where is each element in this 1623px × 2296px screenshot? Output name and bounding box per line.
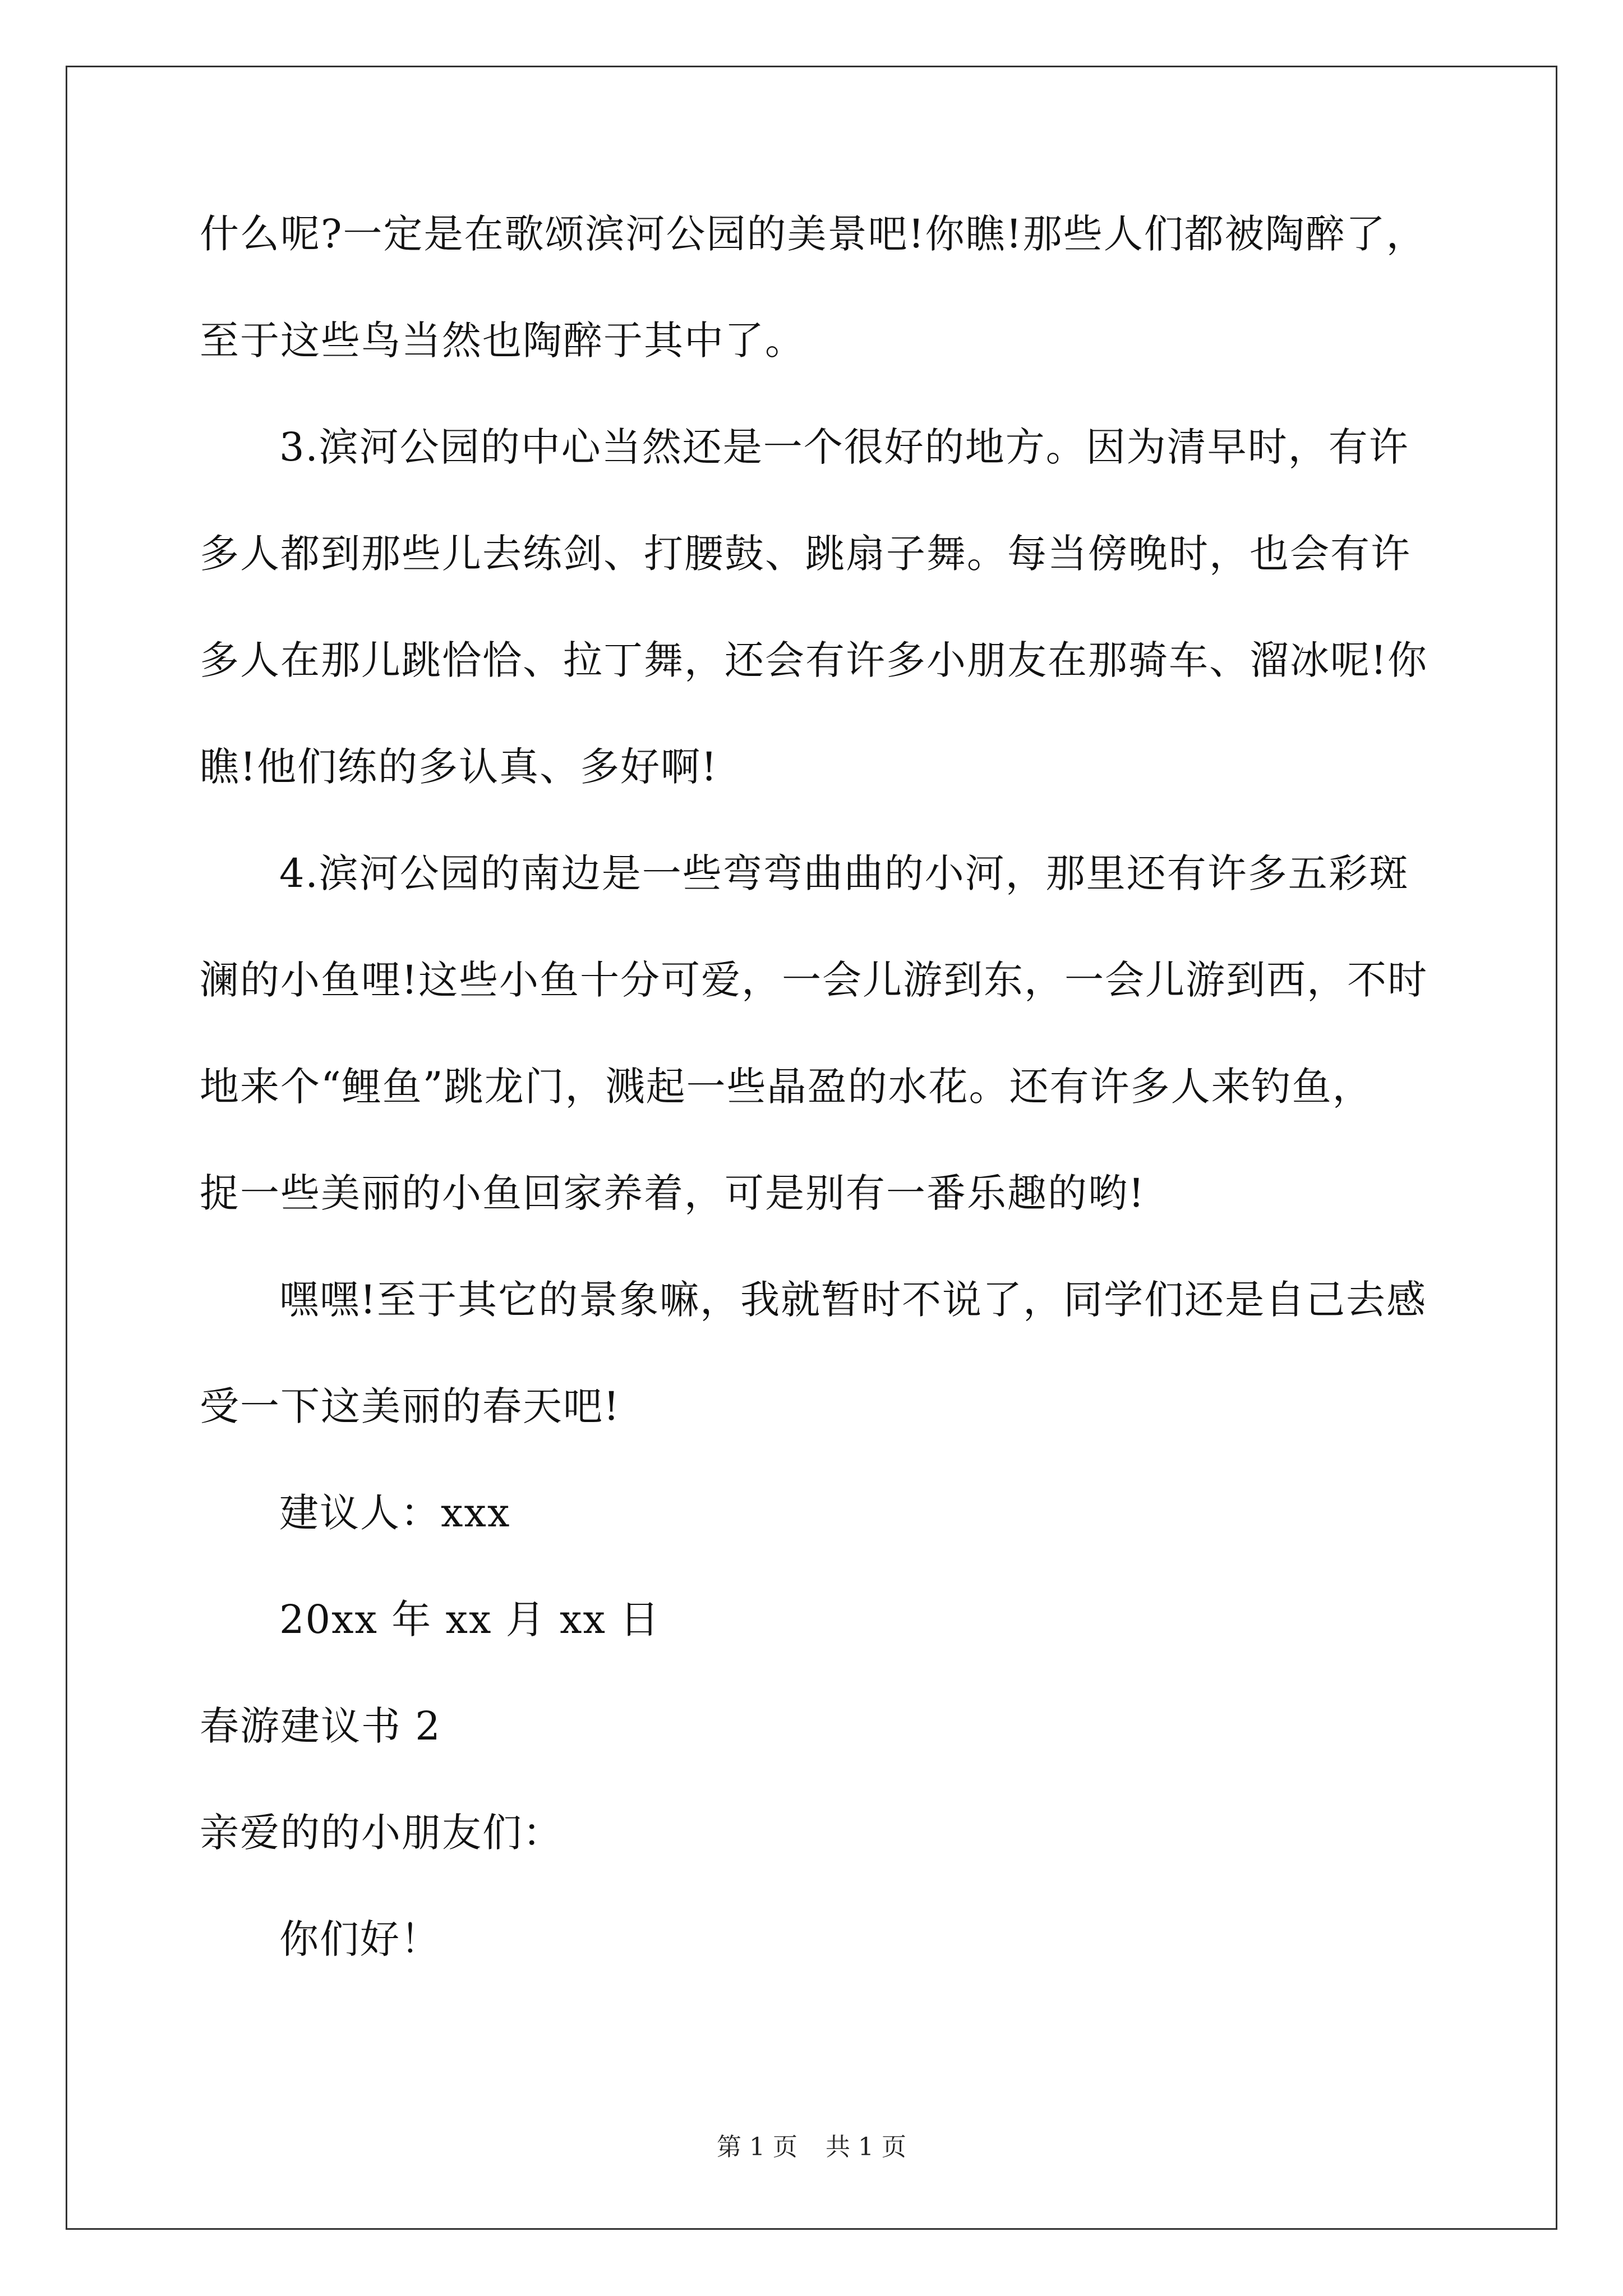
signer-line: 建议人：xxx [279, 1490, 511, 1536]
page-number: 第 1 页 [717, 2133, 797, 2161]
text-line-5: 多人在那儿跳恰恰、拉丁舞，还会有许多小朋友在那骑车、溜冰呢!你 [200, 637, 1428, 683]
text-line-3: 3.滨河公园的中心当然还是一个很好的地方。因为清早时，有许 [279, 424, 1409, 470]
text-line-8: 澜的小鱼哩!这些小鱼十分可爱，一会儿游到东，一会儿游到西，不时 [200, 957, 1428, 1003]
text-line-2: 至于这些鸟当然也陶醉于其中了。 [200, 318, 805, 364]
section-title: 春游建议书 2 [200, 1703, 441, 1749]
text-line-11: 嘿嘿!至于其它的景象嘛，我就暂时不说了，同学们还是自己去感 [279, 1277, 1427, 1323]
text-line-12: 受一下这美丽的春天吧! [200, 1383, 621, 1429]
text-line-6: 瞧!他们练的多认真、多好啊! [200, 744, 718, 790]
text-line-1: 什么呢?一定是在歌颂滨河公园的美景吧!你瞧!那些人们都被陶醉了， [200, 211, 1427, 257]
text-line-4: 多人都到那些儿去练剑、打腰鼓、跳扇子舞。每当傍晚时，也会有许 [200, 531, 1411, 577]
page-footer [0, 2131, 1623, 2164]
date-line: 20xx 年 xx 月 xx 日 [279, 1596, 661, 1642]
text-line-9: 地来个“鲤鱼”跳龙门，溅起一些晶盈的水花。还有许多人来钓鱼， [200, 1064, 1373, 1110]
page-border [66, 66, 1557, 2230]
greeting-line: 你们好！ [279, 1916, 441, 1962]
text-line-10: 捉一些美丽的小鱼回家养着，可是别有一番乐趣的哟! [200, 1170, 1146, 1216]
page-total: 共 1 页 [826, 2133, 906, 2161]
salutation-line: 亲爱的的小朋友们： [200, 1810, 563, 1856]
text-line-7: 4.滨河公园的南边是一些弯弯曲曲的小河，那里还有许多五彩斑 [279, 850, 1409, 896]
